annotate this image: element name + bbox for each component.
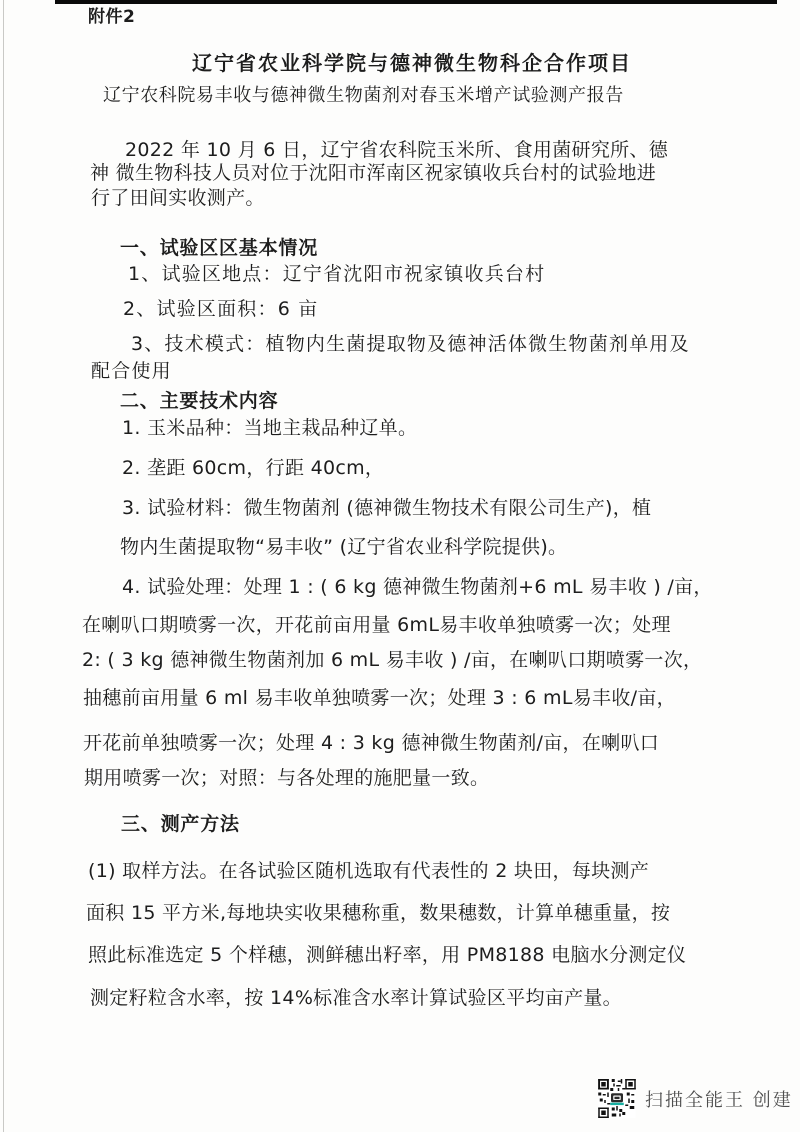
section2-heading: 二、主要技术内容 [120,390,279,412]
section2-item-4-line-3: 2: ( 3 kg 德神微生物菌剂加 6 mL 易丰收 ) /亩，在喇叭口期喷雾一次， [82,649,703,671]
intro-line-1: 2022 年 10 月 6 日，辽宁省农科院玉米所、食用菌研究所、德 [125,139,669,161]
section2-item-2: 2. 垄距 60cm，行距 40cm， [122,457,385,479]
section2-item-4-line-5: 开花前单独喷雾一次；处理 4 : 3 kg 德神微生物菌剂/亩，在喇叭口 [83,732,660,754]
section1-item-2: 2、试验区面积：6 亩 [123,298,319,320]
doc-subtitle: 辽宁农科院易丰收与德神微生物菌剂对春玉米增产试验测产报告 [103,85,624,106]
section2-item-3-line-2: 物内生菌提取物“易丰收” (辽宁省农业科学院提供)。 [120,536,568,558]
section3-line-2: 面积 15 平方米,每地块实收果穗称重，数果穗数，计算单穗重量，按 [86,902,671,924]
section2-item-4-line-2: 在喇叭口期喷雾一次，开花前亩用量 6mL易丰收单独喷雾一次；处理 [82,614,671,636]
scanner-watermark-text: 扫描全能王 创建 [645,1089,793,1111]
scan-artifact-top-edge [55,0,777,4]
section3-line-3: 照此标准选定 5 个样穗，测鲜穗出籽率，用 PM8188 电脑水分测定仪 [88,944,687,966]
section1-heading: 一、试验区区基本情况 [120,237,319,259]
scan-artifact-left-edge [3,0,4,1132]
section2-item-3-line-1: 3. 试验材料：微生物菌剂 (德神微生物技术有限公司生产)，植 [122,497,652,519]
doc-title: 辽宁省农业科学院与德神微生物科企合作项目 [192,51,632,75]
section2-item-1: 1. 玉米品种：当地主栽品种辽单。 [122,417,418,439]
section1-item-1: 1、试验区地点：辽宁省沈阳市祝家镇收兵台村 [128,263,546,285]
attachment-label: 附件2 [88,7,136,27]
section2-item-4-line-1: 4. 试验处理：处理 1 : ( 6 kg 德神微生物菌剂+6 mL 易丰收 ) /亩， [122,576,713,598]
section3-heading: 三、测产方法 [121,813,240,835]
qr-code-icon [598,1079,636,1118]
scanner-watermark [598,1079,793,1118]
intro-line-3: 行了田间实收测产。 [91,187,265,209]
section3-line-4: 测定籽粒含水率，按 14%标准含水率计算试验区平均亩产量。 [90,987,622,1009]
section1-item-3-line-2: 配合使用 [91,360,172,382]
section2-item-4-line-6: 期用喷雾一次；对照：与各处理的施肥量一致。 [84,767,490,789]
section2-item-4-line-4: 抽穗前亩用量 6 ml 易丰收单独喷雾一次；处理 3 : 6 mL易丰收/亩， [83,687,676,709]
section3-line-1: (1) 取样方法。在各试验区随机选取有代表性的 2 块田，每块测产 [88,860,650,882]
intro-line-2: 神 微生物科技人员对位于沈阳市浑南区祝家镇收兵台村的试验地进 [90,162,657,184]
section1-item-3-line-1: 3、技术模式：植物内生菌提取物及德神活体微生物菌剂单用及 [131,333,690,355]
